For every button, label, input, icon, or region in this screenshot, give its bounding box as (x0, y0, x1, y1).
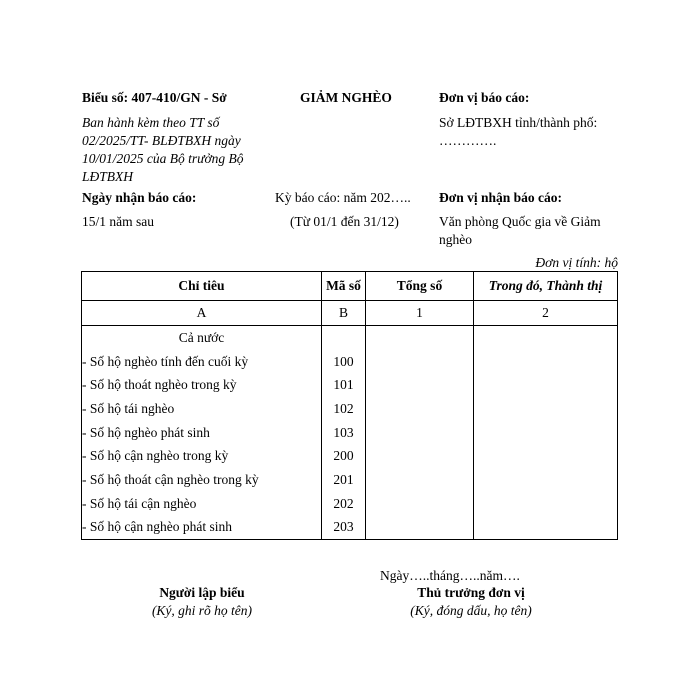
row-indicator: - Số hộ thoát cận nghèo trong kỳ (82, 468, 322, 492)
row-total-cell[interactable] (366, 492, 474, 516)
row-urban-cell[interactable] (474, 492, 618, 516)
receiving-unit-line: Văn phòng Quốc gia về Giảm (439, 214, 601, 229)
issued-by-line: 10/01/2025 của Bộ trưởng Bộ (82, 151, 244, 166)
table-row (82, 397, 618, 421)
table-row (82, 350, 618, 374)
unit-of-measure: Đơn vị tính: hộ (535, 255, 618, 270)
preparer-title: Người lập biểu (159, 585, 245, 600)
row-total-cell[interactable] (366, 421, 474, 445)
row-urban-cell[interactable] (474, 350, 618, 374)
row-urban-cell[interactable] (474, 444, 618, 468)
empty-cell (474, 326, 618, 350)
table-header-row (82, 272, 618, 301)
row-code: 202 (322, 492, 366, 516)
row-total-cell[interactable] (366, 444, 474, 468)
section-title: Cả nước (82, 326, 322, 350)
report-table (81, 271, 618, 540)
row-total-cell[interactable] (366, 350, 474, 374)
receiving-unit-label: Đơn vị nhận báo cáo: (439, 190, 563, 205)
row-code: 103 (322, 421, 366, 445)
row-urban-cell[interactable] (474, 397, 618, 421)
column-header-code: Mã số (322, 272, 366, 301)
reporting-period-label: Kỳ báo cáo: năm 202….. (275, 190, 411, 205)
row-urban-cell[interactable] (474, 421, 618, 445)
issued-by-line: LĐTBXH (82, 169, 134, 184)
table-row (82, 444, 618, 468)
receiving-unit-line: nghèo (439, 232, 472, 247)
form-title: GIẢM NGHÈO (300, 90, 392, 105)
row-code: 100 (322, 350, 366, 374)
reporting-unit-value (439, 114, 597, 150)
preparer-note: (Ký, ghi rõ họ tên) (151, 603, 253, 618)
row-indicator: - Số hộ cận nghèo phát sinh (82, 516, 322, 540)
reporting-period-range: (Từ 01/1 đến 31/12) (290, 214, 399, 229)
empty-cell (366, 326, 474, 350)
column-header-total: Tổng số (366, 272, 474, 301)
row-indicator: - Số hộ nghèo tính đến cuối kỳ (82, 350, 322, 374)
table-row (82, 421, 618, 445)
form-number: Biểu số: 407-410/GN - Sở (82, 90, 227, 105)
row-code: 203 (322, 516, 366, 540)
issued-by-line: 02/2025/TT- BLĐTBXH ngày (82, 133, 241, 148)
row-urban-cell[interactable] (474, 516, 618, 540)
receive-date-label: Ngày nhận báo cáo: (82, 190, 197, 205)
reporting-unit-label: Đơn vị báo cáo: (439, 90, 530, 105)
column-letter-row (82, 301, 618, 326)
row-urban-cell[interactable] (474, 373, 618, 397)
row-code: 200 (322, 444, 366, 468)
column-letter: B (322, 301, 366, 326)
column-letter: 2 (474, 301, 618, 326)
row-code: 101 (322, 373, 366, 397)
row-code: 102 (322, 397, 366, 421)
table-row (82, 468, 618, 492)
issued-by-line: Ban hành kèm theo TT số (82, 115, 220, 130)
row-total-cell[interactable] (366, 373, 474, 397)
row-indicator: - Số hộ nghèo phát sinh (82, 421, 322, 445)
table-row (82, 373, 618, 397)
column-header-urban: Trong đó, Thành thị (474, 272, 618, 301)
row-total-cell[interactable] (366, 516, 474, 540)
row-urban-cell[interactable] (474, 468, 618, 492)
table-row (82, 516, 618, 540)
column-header-indicator: Chỉ tiêu (82, 272, 322, 301)
row-total-cell[interactable] (366, 468, 474, 492)
column-letter: 1 (366, 301, 474, 326)
row-indicator: - Số hộ tái cận nghèo (82, 492, 322, 516)
unit-head-note: (Ký, đóng dấu, họ tên) (410, 603, 532, 618)
row-indicator: - Số hộ cận nghèo trong kỳ (82, 444, 322, 468)
issued-by-note (82, 114, 282, 186)
table-row (82, 492, 618, 516)
signature-date-line: Ngày…..tháng…..năm…. (380, 568, 520, 583)
section-row (82, 326, 618, 350)
row-code: 201 (322, 468, 366, 492)
column-letter: A (82, 301, 322, 326)
receive-date-value: 15/1 năm sau (82, 214, 154, 229)
row-total-cell[interactable] (366, 397, 474, 421)
reporting-unit-text: Sở LĐTBXH tỉnh/thành phố: (439, 115, 598, 130)
receiving-unit-value (439, 213, 601, 249)
unit-head-title: Thủ trưởng đơn vị (417, 585, 525, 600)
row-indicator: - Số hộ thoát nghèo trong kỳ (82, 373, 322, 397)
reporting-unit-dots: …………. (439, 133, 497, 148)
empty-cell (322, 326, 366, 350)
row-indicator: - Số hộ tái nghèo (82, 397, 322, 421)
